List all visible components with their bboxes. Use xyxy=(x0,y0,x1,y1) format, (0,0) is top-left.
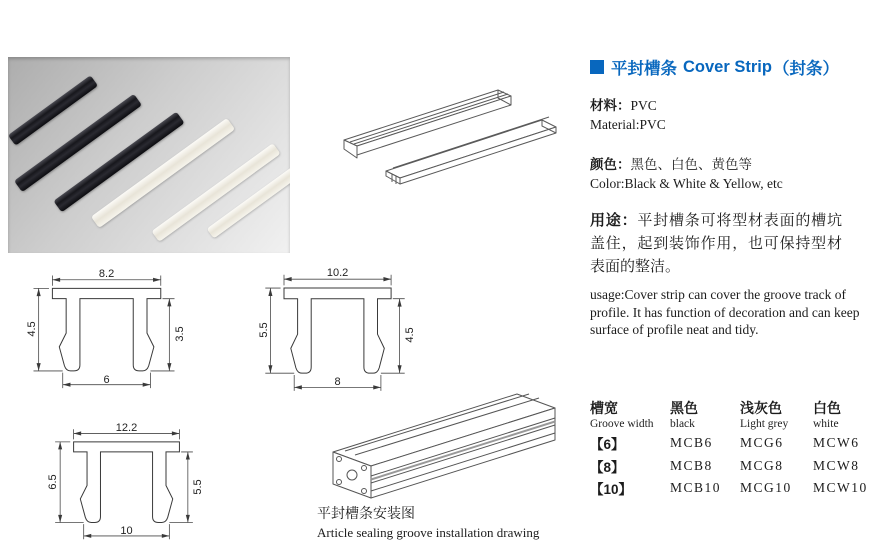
col-header-light-grey: 浅灰色 Light grey xyxy=(740,400,789,430)
material-label-zh: 材料： xyxy=(590,98,631,113)
dim-top-width: 8.2 xyxy=(98,267,115,280)
cover-strip-3d-drawing xyxy=(330,83,565,201)
cell-part-white: MCW6 xyxy=(813,435,860,451)
cross-section-drawing-groove-8 xyxy=(250,265,420,398)
section-title xyxy=(590,55,839,79)
dim-bottom-width: 8 xyxy=(334,376,341,389)
table-row xyxy=(590,478,881,499)
section-title-en: Cover Strip xyxy=(683,57,772,76)
col-header-white: 白色 white xyxy=(813,400,841,430)
cross-section-drawing-groove-10 xyxy=(40,420,208,546)
dim-left-height: 6.5 xyxy=(47,474,60,490)
cell-groove-size: 【8】 xyxy=(590,459,625,475)
cell-groove-size: 【6】 xyxy=(590,437,625,453)
usage-text-zh: 平封槽条可将型材表面的槽坑盖住，起到装饰作用，也可保持型材表面的整洁。 xyxy=(590,213,842,275)
color-value-zh: 黑色、白色、黄色等 xyxy=(630,157,752,172)
color-line-zh xyxy=(590,155,752,174)
cell-part-white: MCW8 xyxy=(813,457,860,473)
dim-top-width: 10.2 xyxy=(326,266,349,279)
material-line-en: Material:PVC xyxy=(590,117,666,132)
table-header-row xyxy=(590,399,881,431)
section-title-suffix: （封条） xyxy=(772,60,839,78)
cell-part-black: MCB10 xyxy=(670,480,722,496)
dim-right-height: 3.5 xyxy=(173,326,186,343)
dim-left-height: 5.5 xyxy=(257,322,270,338)
title-square-icon xyxy=(590,60,604,74)
section-title-zh: 平封槽条 xyxy=(611,60,677,78)
cell-part-black: MCB6 xyxy=(670,435,713,451)
table-row xyxy=(590,456,881,477)
cell-part-grey: MCG6 xyxy=(740,435,784,451)
installation-caption-zh: 平封槽条安装图 xyxy=(317,507,415,522)
dim-left-height: 4.5 xyxy=(25,321,38,337)
dim-top-width: 12.2 xyxy=(115,421,138,434)
cell-part-grey: MCG8 xyxy=(740,457,784,473)
dim-bottom-width: 6 xyxy=(103,373,110,386)
usage-label-zh: 用途： xyxy=(590,212,638,229)
cell-part-white: MCW10 xyxy=(813,480,868,496)
installation-caption xyxy=(317,505,539,542)
cell-part-grey: MCG10 xyxy=(740,480,792,496)
usage-paragraph-zh xyxy=(590,209,842,279)
installation-drawing xyxy=(305,388,567,508)
material-value-zh: PVC xyxy=(630,98,657,113)
col-header-groove-width: 槽宽 Groove width xyxy=(590,400,654,430)
parts-table xyxy=(590,399,881,499)
col-header-black: 黑色 black xyxy=(670,400,698,430)
color-line-en: Color:Black & White & Yellow, etc xyxy=(590,176,783,191)
product-photo xyxy=(8,57,290,253)
dim-bottom-width: 10 xyxy=(120,524,133,537)
dim-right-height: 4.5 xyxy=(403,327,416,344)
dim-right-height: 5.5 xyxy=(191,479,204,495)
cell-groove-size: 【10】 xyxy=(590,482,633,498)
installation-caption-en: Article sealing groove installation drawing xyxy=(317,525,540,540)
black-cover-strip-photo xyxy=(14,94,142,192)
color-label-zh: 颜色： xyxy=(590,157,631,172)
cell-part-black: MCB8 xyxy=(670,457,713,473)
material-line-zh xyxy=(590,96,657,115)
usage-paragraph-en: usage:Cover strip can cover the groove track of profile. It has function of decoration and can keep surface of profile neat and tidy. xyxy=(590,287,860,337)
cross-section-drawing-groove-6 xyxy=(18,266,190,395)
table-row xyxy=(590,433,881,454)
